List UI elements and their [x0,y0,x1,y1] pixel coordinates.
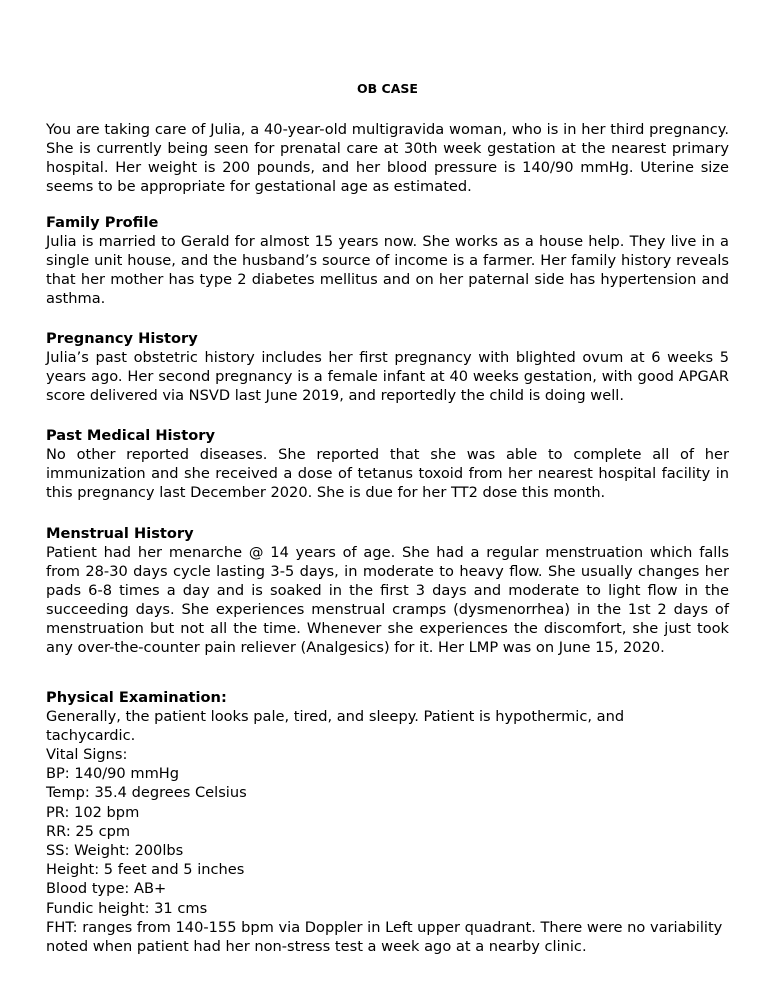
vital-weight: SS: Weight: 200lbs [46,842,184,860]
pregnancy-history-section [46,329,729,405]
vital-temp: Temp: 35.4 degrees Celsius [46,784,247,802]
intro-section [46,120,729,196]
past-medical-history-heading: Past Medical History [46,427,215,444]
pregnancy-history-heading: Pregnancy History [46,330,198,347]
fundic-height: Fundic height: 31 cms [46,899,208,917]
vital-pr: PR: 102 bpm [46,803,140,821]
blood-type: Blood type: AB+ [46,880,167,898]
family-profile-text: Julia is married to Gerald for almost 15 years now. She works as a house help. They live in a single unit house, and the husband’s source of income is a farmer. Her family history reveals that her mother has type 2 diabetes mellitus and on her paternal side has hypertension and asthma. [46,233,729,307]
physical-general-text: Generally, the patient looks pale, tired, and sleepy. Patient is hypothermic, and tachycardic. [46,708,625,744]
past-medical-history-section [46,426,729,502]
physical-examination-section [46,688,729,956]
vital-rr: RR: 25 cpm [46,822,131,840]
family-profile-heading: Family Profile [46,214,159,231]
intro-paragraph: You are taking care of Julia, a 40-year-old multigravida woman, who is in her third pregnancy. She is currently being seen for prenatal care at 30th week gestation at the nearest primary hospital. Her weight is 200 pounds, and her blood pressure is 140/90 mmHg. Uterine size seems to be appropriate for gestational age as estimated. [46,121,729,195]
physical-examination-heading: Physical Examination: [46,689,227,706]
family-profile-section [46,213,729,308]
vital-height: Height: 5 feet and 5 inches [46,861,245,879]
pregnancy-history-text: Julia’s past obstetric history includes her first pregnancy with blighted ovum at 6 weeks 5 years ago. Her second pregnancy is a female infant at 40 weeks gestation, with good APGAR score delivered via NSVD last June 2019, and reportedly the child is doing well. [46,349,729,404]
document-title: OB CASE [357,81,418,96]
past-medical-history-text: No other reported diseases. She reported that she was able to complete all of her immunization and she received a dose of tetanus toxoid from her nearest hospital facility in this pregnancy last December 2020. She is due for her TT2 dose this month. [46,446,729,501]
menstrual-history-section [46,524,729,657]
menstrual-history-heading: Menstrual History [46,525,194,542]
vital-signs-label: Vital Signs: [46,746,128,763]
fht-text: FHT: ranges from 140-155 bpm via Doppler in Left upper quadrant. There were no variability noted when patient had her non-stress test a week ago at a nearby clinic. [46,918,723,955]
menstrual-history-text: Patient had her menarche @ 14 years of age. She had a regular menstruation which falls from 28-30 days cycle lasting 3-5 days, in moderate to heavy flow. She usually changes her pads 6-8 times a day and is soaked in the first 3 days and moderate to light flow in the succeeding days. She experiences menstrual cramps (dysmenorrhea) in the 1st 2 days of menstruation but not all the time. Whenever she experiences the discomfort, she just took any over-the-counter pain reliever (Analgesics) for it. Her LMP was on June 15, 2020. [46,544,729,656]
vital-bp: BP: 140/90 mmHg [46,765,180,783]
